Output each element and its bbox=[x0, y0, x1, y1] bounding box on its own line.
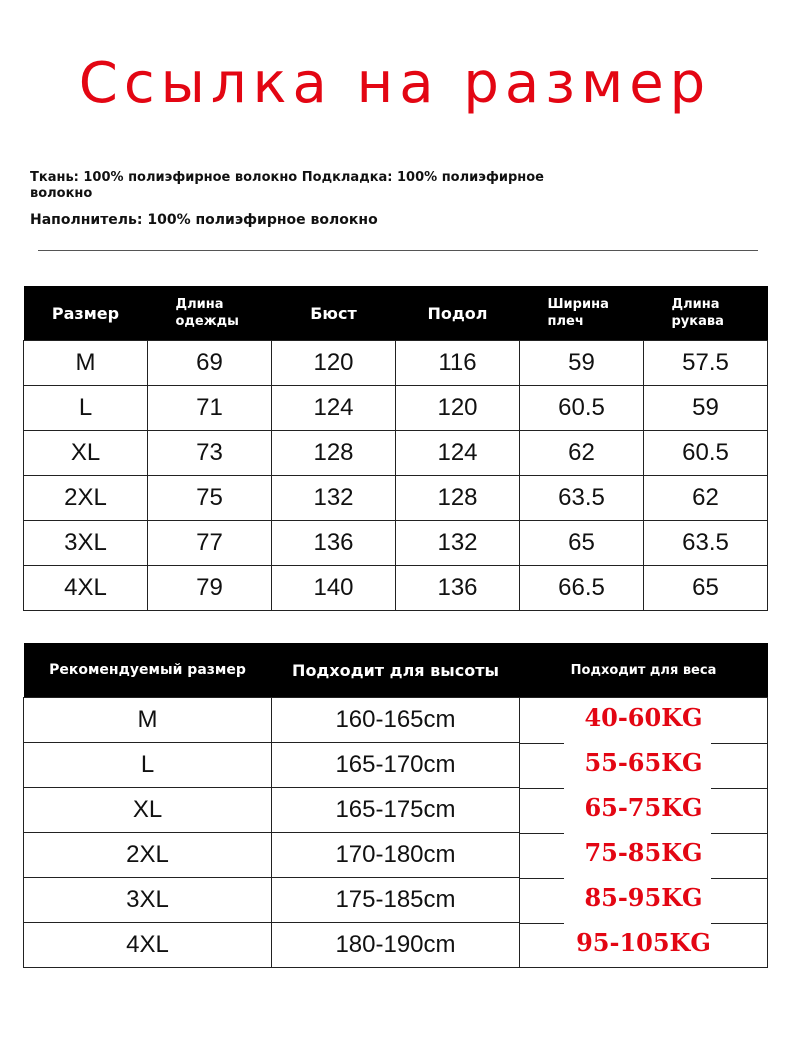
table-row bbox=[24, 833, 768, 878]
cell-weight bbox=[520, 833, 768, 878]
cell-height: 175-185cm bbox=[272, 878, 520, 923]
cell-size: 4XL bbox=[24, 923, 272, 968]
cell-height: 180-190cm bbox=[272, 923, 520, 968]
header-sleeve: Длина рукава bbox=[644, 286, 768, 341]
table-row bbox=[24, 743, 768, 788]
cell-sleeve: 63.5 bbox=[644, 521, 768, 566]
rec-table-header bbox=[24, 643, 768, 698]
cell-hem: 116 bbox=[396, 341, 520, 386]
table-row bbox=[24, 788, 768, 833]
header-shoulder: Ширина плеч bbox=[520, 286, 644, 341]
cell-bust: 124 bbox=[272, 386, 396, 431]
cell-weight bbox=[520, 743, 768, 788]
cell-height: 160-165cm bbox=[272, 698, 520, 743]
header-size: Размер bbox=[24, 286, 148, 341]
divider bbox=[38, 250, 758, 251]
weight-value: 95-105KG bbox=[576, 927, 711, 957]
cell-length: 79 bbox=[148, 566, 272, 611]
table-row bbox=[24, 923, 768, 968]
cell-shoulder: 59 bbox=[520, 341, 644, 386]
weight-value: 55-65KG bbox=[584, 748, 703, 777]
cell-size: XL bbox=[24, 431, 148, 476]
cell-weight bbox=[520, 878, 768, 923]
cell-length: 71 bbox=[148, 386, 272, 431]
header-height: Подходит для высоты bbox=[272, 643, 520, 698]
cell-hem: 132 bbox=[396, 521, 520, 566]
cell-sleeve: 57.5 bbox=[644, 341, 768, 386]
size-table bbox=[23, 286, 768, 611]
table-row bbox=[24, 341, 768, 386]
header-hem: Подол bbox=[396, 286, 520, 341]
cell-hem: 136 bbox=[396, 566, 520, 611]
cell-weight bbox=[520, 698, 768, 743]
header-bust: Бюст bbox=[272, 286, 396, 341]
cell-sleeve: 60.5 bbox=[644, 431, 768, 476]
recommendation-table bbox=[23, 643, 768, 968]
table-row bbox=[24, 431, 768, 476]
cell-length: 75 bbox=[148, 476, 272, 521]
cell-hem: 128 bbox=[396, 476, 520, 521]
cell-shoulder: 62 bbox=[520, 431, 644, 476]
header-weight: Подходит для веса bbox=[520, 643, 768, 698]
cell-length: 69 bbox=[148, 341, 272, 386]
cell-size: L bbox=[24, 386, 148, 431]
cell-bust: 128 bbox=[272, 431, 396, 476]
weight-value: 65-75KG bbox=[584, 793, 703, 822]
cell-size: L bbox=[24, 743, 272, 788]
cell-size: M bbox=[24, 698, 272, 743]
cell-sleeve: 62 bbox=[644, 476, 768, 521]
weight-value: 75-85KG bbox=[584, 838, 703, 867]
cell-height: 170-180cm bbox=[272, 833, 520, 878]
cell-weight bbox=[520, 923, 768, 968]
cell-bust: 136 bbox=[272, 521, 396, 566]
cell-sleeve: 65 bbox=[644, 566, 768, 611]
cell-weight bbox=[520, 788, 768, 833]
cell-shoulder: 63.5 bbox=[520, 476, 644, 521]
cell-hem: 124 bbox=[396, 431, 520, 476]
cell-height: 165-175cm bbox=[272, 788, 520, 833]
cell-size: 3XL bbox=[24, 521, 148, 566]
cell-bust: 132 bbox=[272, 476, 396, 521]
cell-size: M bbox=[24, 341, 148, 386]
table-row bbox=[24, 878, 768, 923]
table-row bbox=[24, 386, 768, 431]
cell-length: 73 bbox=[148, 431, 272, 476]
size-table-header bbox=[24, 286, 768, 341]
cell-bust: 120 bbox=[272, 341, 396, 386]
cell-size: 3XL bbox=[24, 878, 272, 923]
cell-size: XL bbox=[24, 788, 272, 833]
table-row bbox=[24, 566, 768, 611]
cell-shoulder: 65 bbox=[520, 521, 644, 566]
cell-size: 2XL bbox=[24, 476, 148, 521]
cell-bust: 140 bbox=[272, 566, 396, 611]
table-row bbox=[24, 476, 768, 521]
table-row bbox=[24, 521, 768, 566]
table-row bbox=[24, 698, 768, 743]
cell-length: 77 bbox=[148, 521, 272, 566]
cell-height: 165-170cm bbox=[272, 743, 520, 788]
cell-sleeve: 59 bbox=[644, 386, 768, 431]
cell-size: 2XL bbox=[24, 833, 272, 878]
page-title: Ссылка на размер bbox=[78, 51, 712, 116]
cell-shoulder: 66.5 bbox=[520, 566, 644, 611]
filler-composition: Наполнитель: 100% полиэфирное волокно bbox=[30, 212, 378, 228]
weight-value: 85-95KG bbox=[584, 883, 703, 912]
cell-hem: 120 bbox=[396, 386, 520, 431]
header-recommended-size: Рекомендуемый размер bbox=[24, 643, 272, 698]
cell-size: 4XL bbox=[24, 566, 148, 611]
cell-shoulder: 60.5 bbox=[520, 386, 644, 431]
fabric-composition: Ткань: 100% полиэфирное волокно Подкладка: 100% полиэфирное волокно bbox=[30, 170, 544, 201]
weight-value: 40-60KG bbox=[584, 703, 703, 733]
header-length: Длина одежды bbox=[148, 286, 272, 341]
